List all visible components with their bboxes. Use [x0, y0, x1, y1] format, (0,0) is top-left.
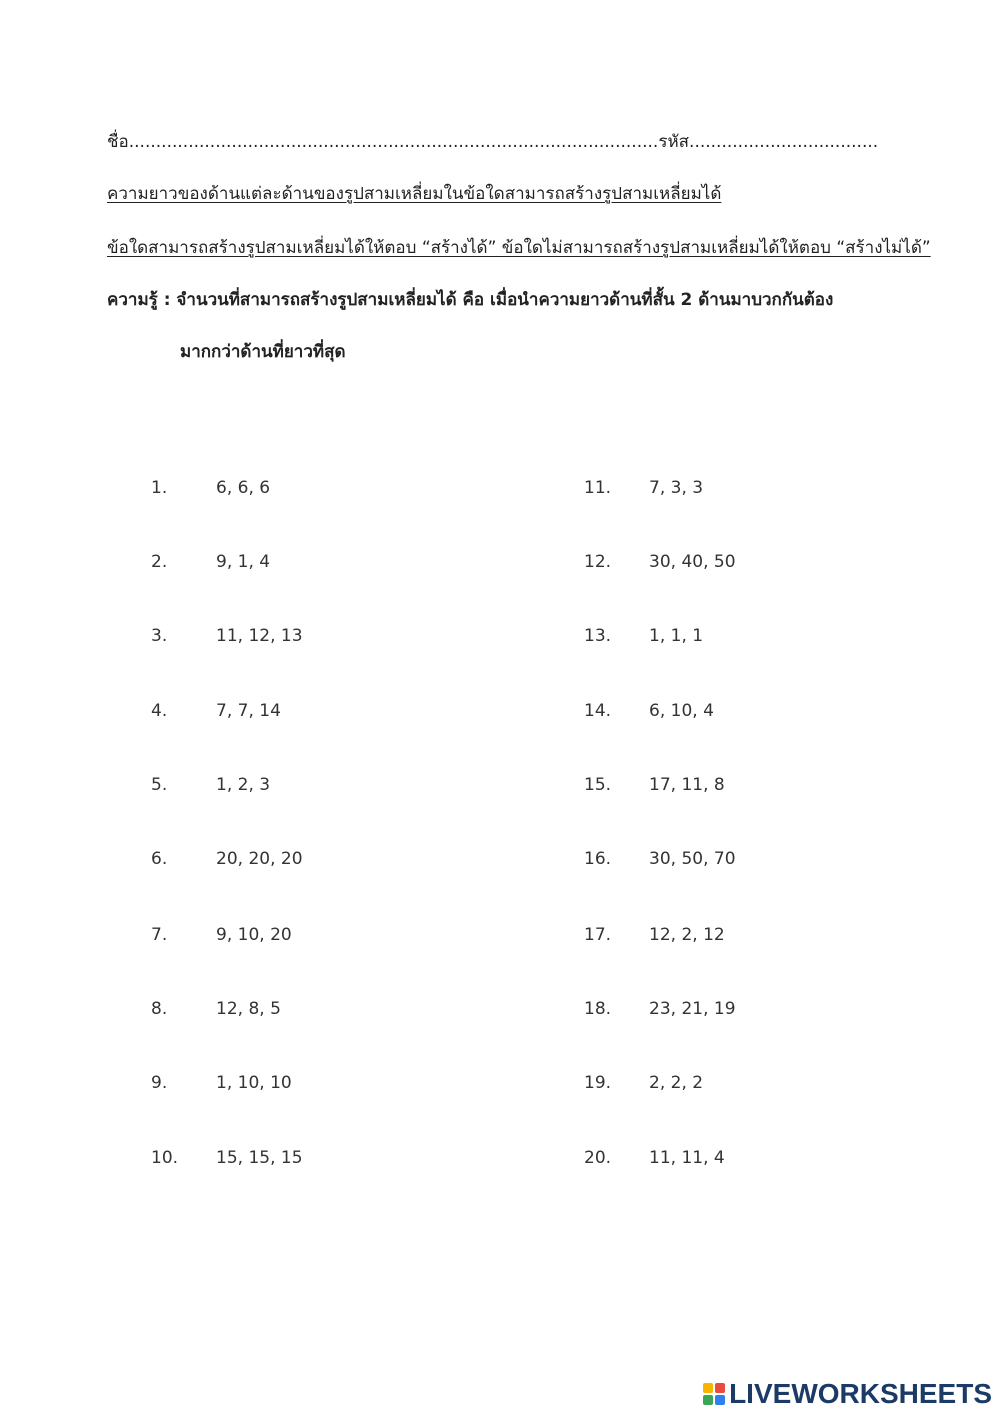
knowledge-rule-continuation: มากกว่าด้านที่ยาวที่สุด [180, 342, 346, 362]
question-number: 19. [584, 1073, 612, 1093]
question-sides: 1, 2, 3 [216, 775, 271, 795]
question-number: 16. [584, 849, 612, 869]
question-number: 4. [151, 701, 168, 721]
question-sides: 20, 20, 20 [216, 849, 303, 869]
question-sides: 30, 50, 70 [649, 849, 736, 869]
question-number: 9. [151, 1073, 168, 1093]
question-sides: 11, 11, 4 [649, 1148, 725, 1168]
question-sides: 1, 1, 1 [649, 626, 704, 646]
question-number: 14. [584, 701, 612, 721]
question-sides: 9, 10, 20 [216, 925, 292, 945]
question-sides: 7, 7, 14 [216, 701, 281, 721]
question-sides: 11, 12, 13 [216, 626, 303, 646]
question-number: 20. [584, 1148, 612, 1168]
knowledge-rule: ความรู้ : จำนวนที่สามารถสร้างรูปสามเหลี่ยมได้ คือ เมื่อนำความยาวด้านที่สั้น 2 ด้านมาบวกกันต้อง [107, 290, 834, 310]
liveworksheets-logo-icon [703, 1383, 725, 1405]
question-sides: 6, 6, 6 [216, 478, 271, 498]
name-id-line: ชื่อ..................................................................................................รหัส................................... [107, 132, 879, 152]
question-sides: 1, 10, 10 [216, 1073, 292, 1093]
question-number: 7. [151, 925, 168, 945]
question-number: 15. [584, 775, 612, 795]
logo-cell [715, 1395, 725, 1405]
question-sides: 23, 21, 19 [649, 999, 736, 1019]
question-number: 12. [584, 552, 612, 572]
question-number: 8. [151, 999, 168, 1019]
question-sides: 17, 11, 8 [649, 775, 725, 795]
logo-cell [715, 1383, 725, 1393]
question-number: 3. [151, 626, 168, 646]
question-sides: 6, 10, 4 [649, 701, 714, 721]
question-sides: 12, 8, 5 [216, 999, 281, 1019]
question-number: 17. [584, 925, 612, 945]
question-number: 11. [584, 478, 612, 498]
question-number: 1. [151, 478, 168, 498]
instruction-answer-format: ข้อใดสามารถสร้างรูปสามเหลี่ยมได้ให้ตอบ “สร้างได้” ข้อใดไม่สามารถสร้างรูปสามเหลี่ยมได้ให้ตอบ “สร้างไม่ได้” [107, 238, 931, 258]
question-number: 18. [584, 999, 612, 1019]
question-sides: 7, 3, 3 [649, 478, 704, 498]
question-number: 13. [584, 626, 612, 646]
question-number: 6. [151, 849, 168, 869]
question-number: 10. [151, 1148, 179, 1168]
logo-cell [703, 1395, 713, 1405]
question-sides: 12, 2, 12 [649, 925, 725, 945]
brand-wordmark: LIVEWORKSHEETS [729, 1378, 992, 1409]
liveworksheets-brand[interactable] [703, 1379, 992, 1409]
question-sides: 9, 1, 4 [216, 552, 271, 572]
logo-cell [703, 1383, 713, 1393]
instruction-title: ความยาวของด้านแต่ละด้านของรูปสามเหลี่ยมในข้อใดสามารถสร้างรูปสามเหลี่ยมได้ [107, 184, 722, 204]
question-sides: 2, 2, 2 [649, 1073, 704, 1093]
question-number: 5. [151, 775, 168, 795]
question-sides: 15, 15, 15 [216, 1148, 303, 1168]
question-number: 2. [151, 552, 168, 572]
question-sides: 30, 40, 50 [649, 552, 736, 572]
